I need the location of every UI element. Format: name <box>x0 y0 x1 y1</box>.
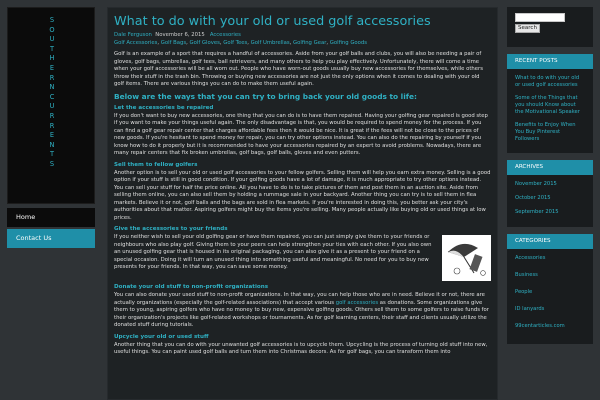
site-title-link[interactable]: SOUTHERNCURRENTS <box>49 16 55 168</box>
category-link[interactable]: ID lanyards <box>515 306 545 312</box>
post-author-link[interactable]: Dale Ferguson <box>114 32 152 38</box>
post-tags: Golf Accessories, Golf Bags, Golf Gloves, Golf Tees, Golf Umbrellas, Golfing Gear, Golfing Goods <box>114 39 368 46</box>
golf-accessories-link[interactable]: golf accessories <box>335 299 379 306</box>
recent-posts-widget <box>507 54 593 153</box>
archive-link[interactable]: October 2015 <box>515 195 551 201</box>
recent-posts-title: RECENT POSTS <box>507 54 593 69</box>
golf-umbrella-illustration <box>442 235 491 281</box>
tag-link[interactable]: Golfing Gear <box>293 39 327 46</box>
section-title-donate: Donate your old stuff to non-profit organizations <box>114 284 269 290</box>
tag-link[interactable]: Golfing Goods <box>329 39 368 46</box>
section-title-sell: Sell them to fellow golfers <box>114 161 198 168</box>
post-date-link[interactable]: November 6, 2015 <box>155 32 205 38</box>
post-category-link[interactable]: Accessories <box>209 32 241 38</box>
archive-link[interactable]: November 2015 <box>515 181 557 187</box>
search-widget <box>507 7 593 47</box>
section-text-upcycle: Another thing that you can do with your unwanted golf accessories is to upcycle them. Upcycling is the process of turning old stuff into new, useful things. You can paint used golf balls and turn them into Christmas decors. As for golf bags, you can transform them into <box>114 341 488 355</box>
donate-text-b: as donations. Some organizations give them to young, aspiring golfers who have no money to buy new, expensive golfing goods. Others sell them to some golfers to raise funds for their organization's projects like golf-related workshops or tournaments. As for golf learning centers, their staff and clients usually utilize the donated stuff during tutorials. <box>114 299 489 328</box>
categories-widget <box>507 234 593 344</box>
nav-contact-us-link[interactable]: Contact Us <box>7 229 95 248</box>
section-title-give: Give the accessories to your friends <box>114 226 228 232</box>
tag-link[interactable]: Golf Bags <box>160 39 187 46</box>
recent-post-link[interactable]: Benefits to Enjoy When You Buy Pinterest Followers <box>515 122 576 142</box>
section-text-donate <box>114 292 491 330</box>
archives-widget <box>507 160 593 227</box>
tag-link[interactable]: Golf Accessories <box>114 39 158 46</box>
left-sidebar <box>7 7 95 248</box>
tag-link[interactable]: Golf Gloves <box>189 39 220 46</box>
section-text-sell: Another option is to sell your old or used golf accessories to your fellow golfers. Selling them will help you earn extra money. Selling is a good option if your stuff is still in good condition. If your golfing goods have a lot of damage, it is much appropriate to try other options instead. You can sell your stuff for half the price online. All you have to do is to take pictures of them and post them in an auction site. Aside from selling them online, you can also sell them by holding a rummage sale in your backyard. Another thing you can try is to sell them in flea markets. Believe it or not, golf balls and the bags are sold in flea markets. If you're interested in doing this, you better ask your city's authorities about that matter. Aspiring golfers might buy the items you're selling. Many people actually like buying old or used things at low prices. <box>114 169 491 221</box>
archive-link[interactable]: September 2015 <box>515 209 559 215</box>
categories-title: CATEGORIES <box>507 234 593 249</box>
post-intro: Golf is an example of a sport that requires a handful of accessories. Aside from your golf balls and clubs, you will also be needing a pair of gloves, golf bags, umbrellas, golf tees, ball retrievers, and many others to help you play effectively. Unfortunately, there will come a time when your golf accessories will be all worn out. People who have worn-out goods usually buy new accessories for themselves, while others throw their stuff in the trash bin. Throwing or buying new accessories are not just the only options when it comes to dealing with your old golf items. There are various things you can do to make them useful again. <box>114 51 483 87</box>
main-content <box>107 7 498 400</box>
category-link[interactable]: 99centarticles.com <box>515 323 565 329</box>
archives-title: ARCHIVES <box>507 160 593 175</box>
section-text-repair: If you don't want to buy new accessories, one thing that you can do is to have them repaired. Having your golfing gear repaired is good step if you want to make your things useful again. The only disadvantage is that, you would be required to spend money for the process. If you can find a golf gear repair center that charges affordable fees then it would be nice. It is great if the fees will not be close to the prices of new goods. If you're hesitant to spend money for repair, you can try other options instead. You can also do the repairing by yourself if you know how to do it properly but it is recommended to have your accessories repaired by an expert to avoid problems. Nowadays, there are many repair centers that fix broken umbrellas, golf bags, golf balls, gloves and even putters. <box>114 112 488 156</box>
category-link[interactable]: Accessories <box>515 255 546 261</box>
tag-link[interactable]: Golf Umbrellas <box>250 39 290 46</box>
tag-link[interactable]: Golf Tees <box>223 39 248 46</box>
section-text-give: If you neither wish to sell your old golfing gear or have them repaired, you can just simply give them to your friends or neighbours who also play golf. Giving them to your peers can help strengthen your ties with each other. If you also own an unused golfing gear that is housed in its original packaging, you can also give it as a present to your friend on a special occasion. Doing it will turn an unused thing into something useful and meaningful. No need for you to buy new presents for your friends. In that way, you can save some money. <box>114 234 432 270</box>
donate-text-a: You can also donate your used stuff to non-profit organizations. In that way, you can help those who are in need. Believe it or not, there are actually organizations (especially the golf-related associations) that accept various <box>114 292 485 306</box>
golf-accessories-image <box>442 235 491 281</box>
site-title-box <box>7 7 95 204</box>
post-meta <box>114 32 491 40</box>
post-heading-main: Below are the ways that you can try to bring back your old goods to life: <box>114 91 417 101</box>
search-button[interactable]: Search <box>515 24 540 33</box>
section-title-repair: Let the accessories be repaired <box>114 104 214 111</box>
right-sidebar <box>507 7 593 344</box>
nav-home-link[interactable]: Home <box>7 208 95 227</box>
search-input[interactable] <box>515 13 565 22</box>
category-link[interactable]: People <box>515 289 533 295</box>
recent-post-link[interactable]: Some of the Things that you should Know about the Motivational Speaker <box>515 95 580 115</box>
category-link[interactable]: Business <box>515 272 538 278</box>
post-title[interactable]: What to do with your old or used golf accessories <box>114 14 431 29</box>
section-title-upcycle: Upcycle your old or used stuff <box>114 333 209 340</box>
recent-post-link[interactable]: What to do with your old or used golf accessories <box>515 75 580 88</box>
